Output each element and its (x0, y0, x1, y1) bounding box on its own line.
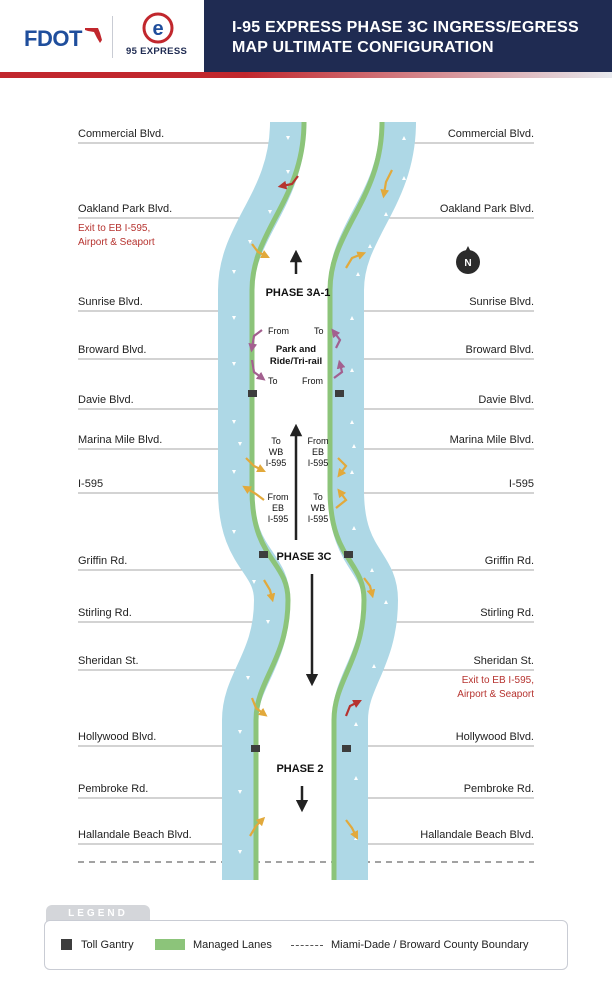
street-label: Pembroke Rd. (463, 783, 534, 795)
svg-text:Exit to EB I-595,: Exit to EB I-595, (78, 223, 151, 234)
street-label: Oakland Park Blvd. (439, 203, 534, 215)
street-label: Marina Mile Blvd. (78, 434, 163, 446)
street-label: Hollywood Blvd. (455, 731, 534, 743)
header (0, 0, 612, 74)
svg-text:EB: EB (311, 447, 325, 457)
street-label: Sheridan St. (78, 655, 139, 667)
page-title: I-95 EXPRESS PHASE 3C INGRESS/EGRESS MAP ULTIMATE CONFIGURATION (232, 19, 579, 56)
legend-toll-label: Toll Gantry (81, 939, 134, 951)
legend-managed-label: Managed Lanes (193, 939, 272, 951)
svg-text:I-595: I-595 (307, 458, 329, 468)
svg-text:To: To (268, 376, 278, 386)
phase-3a1-label: PHASE 3A-1 (265, 287, 331, 299)
toll-gantry-swatch (61, 939, 72, 950)
street-label: Hallandale Beach Blvd. (78, 829, 192, 841)
street-label: Marina Mile Blvd. (449, 434, 534, 446)
legend-title: LEGEND (46, 905, 150, 923)
svg-text:From: From (307, 436, 329, 446)
street-label: Pembroke Rd. (78, 783, 149, 795)
svg-text:From: From (267, 492, 289, 502)
left-street-labels (78, 128, 192, 841)
street-label: Hallandale Beach Blvd. (420, 829, 534, 841)
street-label: Davie Blvd. (478, 394, 534, 406)
right-street-labels (420, 128, 534, 841)
street-label: Commercial Blvd. (447, 128, 534, 140)
svg-text:Airport & Seaport: Airport & Seaport (457, 689, 534, 700)
street-label: Griffin Rd. (484, 555, 534, 567)
svg-text:Park and: Park and (275, 344, 317, 355)
svg-text:To: To (314, 326, 324, 336)
street-label: Griffin Rd. (78, 555, 128, 567)
street-label: Davie Blvd. (78, 394, 134, 406)
svg-text:Exit to EB I-595,: Exit to EB I-595, (461, 675, 534, 686)
exit-note-left (78, 223, 155, 248)
svg-text:WB: WB (268, 447, 284, 457)
phase-3c-label: PHASE 3C (276, 551, 332, 563)
fdot-logo: FDOT (24, 26, 82, 51)
street-label: Sunrise Blvd. (469, 296, 534, 308)
svg-text:e: e (152, 18, 164, 40)
street-label: Sheridan St. (473, 655, 534, 667)
svg-text:Ride/Tri-rail: Ride/Tri-rail (269, 356, 323, 367)
svg-text:Airport & Seaport: Airport & Seaport (78, 237, 155, 248)
street-label: Commercial Blvd. (78, 128, 165, 140)
svg-text:From: From (268, 326, 289, 336)
street-label: I-595 (78, 478, 104, 490)
street-label: Stirling Rd. (480, 607, 534, 619)
svg-text:From: From (302, 376, 323, 386)
legend-boundary-label: Miami-Dade / Broward County Boundary (331, 939, 529, 951)
north-letter: N (464, 258, 472, 269)
95-express-logo-icon (140, 12, 176, 44)
street-label: Stirling Rd. (78, 607, 132, 619)
svg-text:To: To (271, 436, 281, 446)
managed-lanes-swatch (155, 939, 185, 950)
park-ride-labels (268, 326, 324, 386)
street-label: I-595 (508, 478, 534, 490)
svg-text:I-595: I-595 (265, 458, 287, 468)
northbound-roadway (346, 122, 398, 880)
street-label: Broward Blvd. (465, 344, 534, 356)
street-label: Sunrise Blvd. (78, 296, 143, 308)
95-express-label: 95 EXPRESS (126, 46, 188, 57)
phase-2-label: PHASE 2 (276, 763, 324, 775)
street-label: Oakland Park Blvd. (78, 203, 173, 215)
florida-logo-icon (84, 26, 104, 44)
svg-text:WB: WB (310, 503, 326, 513)
logo-separator (112, 16, 113, 58)
street-label: Broward Blvd. (78, 344, 147, 356)
legend (44, 920, 568, 970)
exit-note-right (457, 675, 534, 700)
express-lanes-map (0, 78, 612, 900)
street-label: Hollywood Blvd. (78, 731, 157, 743)
boundary-swatch (291, 945, 323, 946)
svg-text:EB: EB (271, 503, 285, 513)
north-compass-icon (456, 246, 480, 274)
svg-text:I-595: I-595 (267, 514, 289, 524)
svg-text:To: To (313, 492, 323, 502)
svg-text:I-595: I-595 (307, 514, 329, 524)
